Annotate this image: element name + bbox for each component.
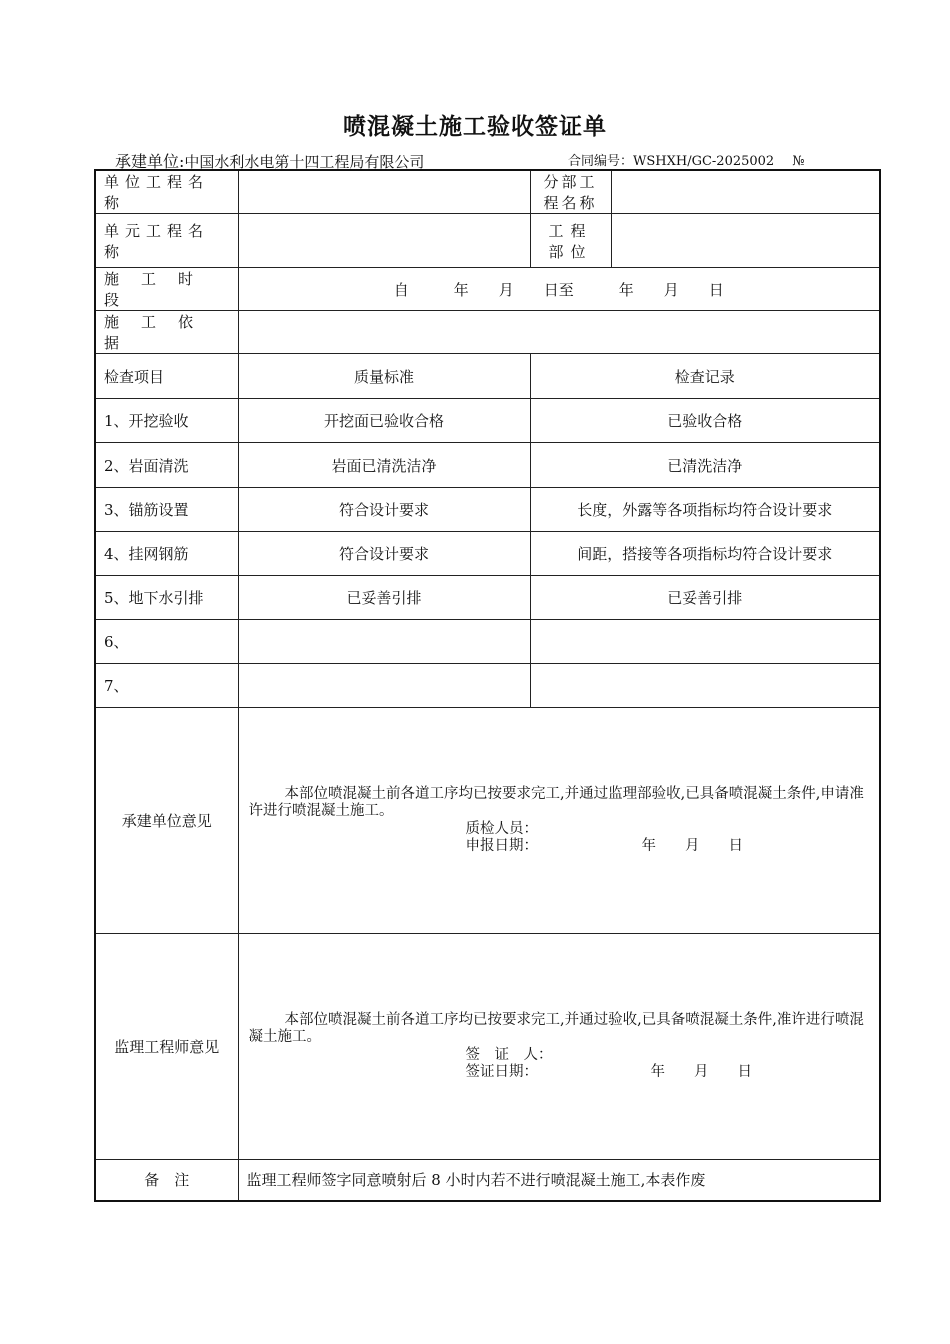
check-row bbox=[95, 532, 880, 576]
supervisor-opinion-text: 本部位喷混凝土前各道工序均已按要求完工,并通过验收,已具备喷混凝土条件,准许进行喷混凝土施工。 bbox=[248, 1012, 864, 1045]
check-record: 已验收合格 bbox=[530, 399, 880, 443]
contractor-opinion-label: 承建单位意见 bbox=[95, 708, 238, 934]
unit-project-label: 单位工程名称 bbox=[95, 170, 238, 214]
period-value[interactable]: 自 年 月 日至 年 月 日 bbox=[238, 268, 880, 311]
sub-project-field[interactable] bbox=[611, 170, 880, 214]
project-location-field[interactable] bbox=[611, 214, 880, 268]
check-standard: 开挖面已验收合格 bbox=[238, 399, 530, 443]
supervisor-opinion-label: 监理工程师意见 bbox=[95, 934, 238, 1160]
check-item: 5、地下水引排 bbox=[95, 576, 238, 620]
contractor-name: 中国水利水电第十四工程局有限公司 bbox=[184, 153, 425, 171]
sub-project-label: 分部工程名称 bbox=[530, 170, 611, 214]
contractor-label: 承建单位: bbox=[115, 152, 185, 171]
contract-number: 合同编号：WSHXH/GC-2025002 bbox=[568, 154, 775, 169]
check-item: 7、 bbox=[95, 664, 238, 708]
check-standard: 岩面已清洗洁净 bbox=[238, 443, 530, 488]
project-location-label: 工程部位 bbox=[530, 214, 611, 268]
header-record: 检查记录 bbox=[530, 354, 880, 399]
check-header-row bbox=[95, 354, 880, 399]
element-project-field[interactable] bbox=[238, 214, 530, 268]
report-date-value: 年 月 日 bbox=[641, 838, 743, 854]
supervisor-signature-block bbox=[466, 1047, 753, 1081]
remark-row bbox=[95, 1160, 880, 1201]
contractor-opinion-cell[interactable] bbox=[238, 708, 880, 934]
check-item: 1、开挖验收 bbox=[95, 399, 238, 443]
sign-date-value: 年 月 日 bbox=[650, 1064, 752, 1080]
check-record: 已妥善引排 bbox=[530, 576, 880, 620]
basis-label: 施工依据 bbox=[95, 311, 238, 354]
check-item: 6、 bbox=[95, 620, 238, 664]
period-row bbox=[95, 268, 880, 311]
contractor-signature-block bbox=[466, 821, 744, 855]
inspector-label: 质检人员： bbox=[465, 821, 538, 837]
check-standard: 符合设计要求 bbox=[238, 488, 530, 532]
remark-label: 备 注 bbox=[95, 1160, 238, 1201]
contractor-opinion-row bbox=[95, 708, 880, 934]
check-row bbox=[95, 443, 880, 488]
contractor-opinion-text-block bbox=[249, 786, 874, 820]
basis-field[interactable] bbox=[238, 311, 880, 354]
check-row bbox=[95, 399, 880, 443]
supervisor-opinion-row bbox=[95, 934, 880, 1160]
check-standard[interactable] bbox=[238, 620, 530, 664]
check-row bbox=[95, 620, 880, 664]
signer-label: 签 证 人： bbox=[465, 1047, 553, 1063]
check-record: 已清洗洁净 bbox=[530, 443, 880, 488]
check-record[interactable] bbox=[530, 620, 880, 664]
check-standard: 符合设计要求 bbox=[238, 532, 530, 576]
supervisor-opinion-text-block bbox=[249, 1012, 874, 1046]
header-standard: 质量标准 bbox=[238, 354, 530, 399]
check-record: 间距，搭接等各项指标均符合设计要求 bbox=[530, 532, 880, 576]
document-title: 喷混凝土施工验收签证单 bbox=[343, 114, 607, 140]
contract-info bbox=[568, 150, 805, 169]
element-project-row bbox=[95, 214, 880, 268]
contractor-opinion-text: 本部位喷混凝土前各道工序均已按要求完工,并通过监理部验收,已具备喷混凝土条件,申请准许进行喷混凝土施工。 bbox=[248, 786, 864, 819]
sign-date-label: 签证日期： bbox=[465, 1064, 538, 1080]
check-standard[interactable] bbox=[238, 664, 530, 708]
acceptance-form bbox=[94, 169, 881, 1202]
check-record[interactable] bbox=[530, 664, 880, 708]
check-row bbox=[95, 664, 880, 708]
unit-project-row bbox=[95, 170, 880, 214]
check-record: 长度，外露等各项指标均符合设计要求 bbox=[530, 488, 880, 532]
number-mark: № bbox=[792, 154, 805, 169]
unit-project-field[interactable] bbox=[238, 170, 530, 214]
header-item: 检查项目 bbox=[95, 354, 238, 399]
check-item: 2、岩面清洗 bbox=[95, 443, 238, 488]
check-row bbox=[95, 488, 880, 532]
check-item: 4、挂网钢筋 bbox=[95, 532, 238, 576]
check-standard: 已妥善引排 bbox=[238, 576, 530, 620]
period-label: 施工时段 bbox=[95, 268, 238, 311]
remark-text: 监理工程师签字同意喷射后 8 小时内若不进行喷混凝土施工,本表作废 bbox=[238, 1160, 880, 1201]
check-item: 3、锚筋设置 bbox=[95, 488, 238, 532]
basis-row bbox=[95, 311, 880, 354]
supervisor-opinion-cell[interactable] bbox=[238, 934, 880, 1160]
check-row bbox=[95, 576, 880, 620]
element-project-label: 单元工程名称 bbox=[95, 214, 238, 268]
report-date-label: 申报日期： bbox=[465, 838, 538, 854]
